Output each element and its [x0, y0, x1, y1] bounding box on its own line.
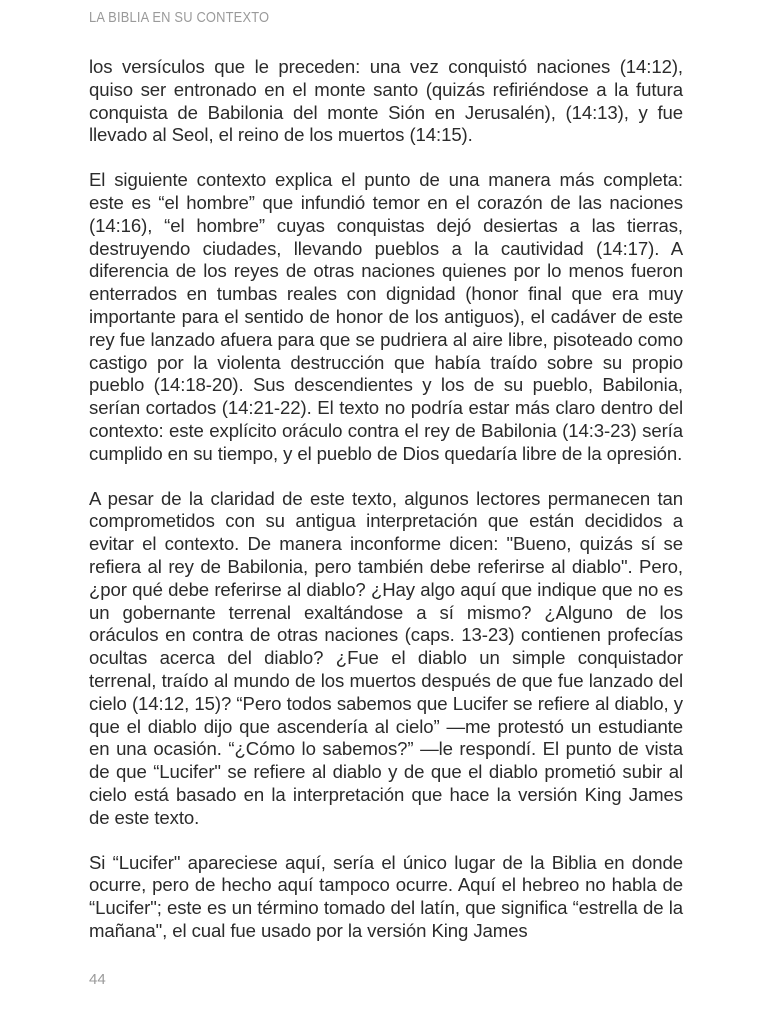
body-text [89, 56, 683, 965]
paragraph-3: A pesar de la claridad de este texto, algunos lectores permanecen tan comprometidos con su antigua interpretación que están decididos a evitar el contexto. De manera inconforme dicen: "Bueno, quizás sí se refiera al rey de Babilonia, pero también debe referirse al diablo". Pero, ¿por qué debe referirse al diablo? ¿Hay algo aquí que indique que no es un gobernante terrenal exaltándose a sí mismo? ¿Alguno de los oráculos en contra de otras naciones (caps. 13-23) contienen profecías ocultas acerca del diablo? ¿Fue el diablo un simple conquistador terrenal, traído al mundo de los muertos después de que fue lanzado del cielo (14:12, 15)? “Pero todos sabemos que Lucifer se refiere al diablo, y que el diablo dijo que ascendería al cielo” —me protestó un estudiante en una ocasión. “¿Cómo lo sabemos?” —le respondí. El punto de vista de que “Lucifer" se refiere al diablo y de que el diablo prometió subir al cielo está basado en la interpretación que hace la versión King James de este texto. [89, 487, 683, 828]
paragraph-4: Si “Lucifer" apareciese aquí, sería el único lugar de la Biblia en donde ocurre, pero de hecho aquí tampoco ocurre. Aquí el hebreo no habla de “Lucifer"; este es un término tomado del latín, que significa “estrella de la mañana", el cual fue usado por la versión King James [89, 851, 683, 941]
page-number: 44 [89, 971, 106, 988]
paragraph-1: los versículos que le preceden: una vez conquistó naciones (14:12), quiso ser entronado en el monte santo (quizás refiriéndose a la futura conquista de Babilonia del monte Sión en Jerusalén), (14:13), y fue llevado al Seol, el reino de los muertos (14:15). [89, 56, 683, 146]
running-header: LA BIBLIA EN SU CONTEXTO [89, 9, 270, 26]
paragraph-2: El siguiente contexto explica el punto de una manera más completa: este es “el hombre” que infundió temor en el corazón de las naciones (14:16), “el hombre” cuyas conquistas dejó desiertas a las tierras, destruyendo ciudades, llevando pueblos a la cautividad (14:17). A diferencia de los reyes de otras naciones quienes por lo menos fueron enterrados en tumbas reales con dignidad (honor final que era muy importante para el sentido de honor de los antiguos), el cadáver de este rey fue lanzado afuera para que se pudriera al aire libre, pisoteado como castigo por la violenta destrucción que había traído sobre su propio pueblo (14:18-20). Sus descendientes y los de su pueblo, Babilonia, serían cortados (14:21-22). El texto no podría estar más claro dentro del contexto: este explícito oráculo contra el rey de Babilonia (14:3-23) sería cumplido en su tiempo, y el pueblo de Dios quedaría libre de la opresión. [89, 169, 683, 464]
